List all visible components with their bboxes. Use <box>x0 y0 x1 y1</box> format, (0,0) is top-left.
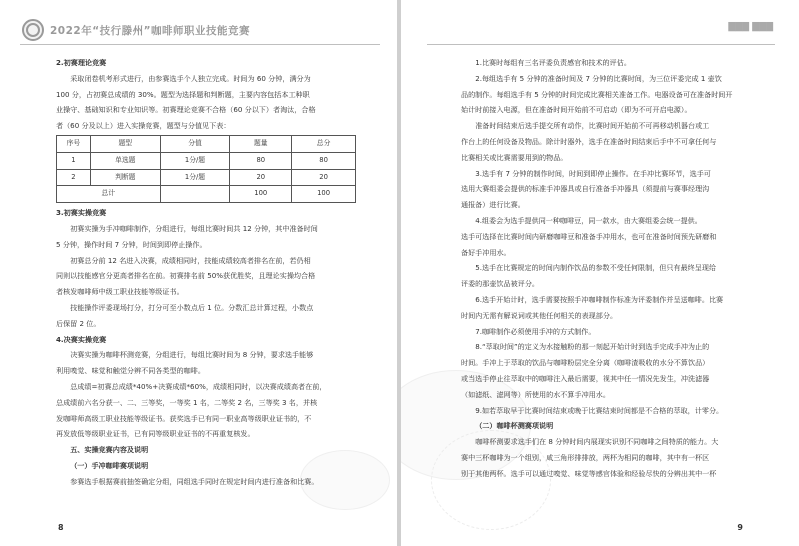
right-body <box>461 55 773 482</box>
table-total-score: 100 <box>292 186 356 203</box>
heading-final: 4.决赛实操竞赛 <box>56 334 107 344</box>
paragraph-line: 参赛选手根据赛前抽签确定分组，同组选手同时在规定时间内进行准备和比赛。 <box>70 476 319 486</box>
subsection-heading: （一）手冲咖啡赛项说明 <box>70 460 149 470</box>
paragraph-line: 5.选手在比赛规定的时间内制作饮品的参数不受任何限制，但只有最终呈现给 <box>475 263 717 273</box>
paragraph-line: 或当选手停止往萃取中的咖啡注入最后需要，视其中任一情况先发生，冲洗滤器 <box>461 373 710 383</box>
paragraph-line: 业操守、基础知识和专业知识等。初赛理论竞赛不合格（60 分以下）者淘汰，合格 <box>56 105 316 115</box>
table-cell: 1分/题 <box>160 169 230 186</box>
paragraph-line: 总成绩前六名分获一、二、三等奖，一等奖 1 名，二等奖 2 名，三等奖 3 名，并核 <box>56 397 318 407</box>
table-row <box>57 152 356 169</box>
paragraph-line: 选手可选择在比赛时间内研磨咖啡豆和准备手冲用水，也可在准备时间预先研磨和 <box>461 231 717 241</box>
paragraph-line: 再发放低等级职业证书，已有同等级职业证书的不再重复核发。 <box>56 429 255 439</box>
score-table <box>56 135 356 203</box>
paragraph-line: 同则以技能感官分更高者排名在前。初赛排名前 50%获优胜奖，且理论实操均合格 <box>56 271 316 281</box>
paragraph-line: 后保留 2 位。 <box>56 318 101 328</box>
header-title: 2022年“技行滕州”咖啡师职业技能竞赛 <box>50 24 251 37</box>
subsection-heading: （二）咖啡杯测赛项说明 <box>475 421 554 431</box>
paragraph-line: 6.选手开始计时，选手需要按照手冲咖啡制作标准为评委制作并呈送咖啡。比赛 <box>475 294 724 304</box>
competition-logo-icon <box>22 19 44 41</box>
paragraph-line: 者核发咖啡师中级工职业技能等级证书。 <box>56 287 184 297</box>
page-number: 8 <box>58 523 64 532</box>
table-cell: 1分/题 <box>160 152 230 169</box>
heading-theory: 2.初赛理论竞赛 <box>56 58 107 67</box>
table-row <box>57 169 356 186</box>
paragraph-line: 3.选手有 7 分钟的制作时间，时间到即停止操作。在手冲比赛环节，选手可 <box>475 168 711 178</box>
table-cell: 判断题 <box>90 169 160 186</box>
table-header-cell: 总分 <box>292 135 356 152</box>
paragraph-line: 别于其他两杯。选手可以通过嗅觉、味觉等感官体验和经验尽快的分辨出其中一杯 <box>461 468 717 478</box>
paragraph-line: 7.咖啡制作必须使用手冲的方式制作。 <box>475 326 596 336</box>
header-rule <box>20 44 380 45</box>
header-mark: ▇▇▇ ▇▇▇ <box>728 22 773 32</box>
paragraph-line: 者（60 分及以上）进入实操竞赛，题型与分值见下表： <box>56 121 231 131</box>
paragraph-line: 赛中三杯咖啡为一个组别，咸三角形排排放，两杯为相同的咖啡，其中有一杯区 <box>461 452 710 462</box>
paragraph-line: 2.每组选手有 5 分钟的准备时间及 7 分钟的比赛时间，为三位评委完成 1 壶饮 <box>475 73 722 83</box>
page-header <box>22 18 382 42</box>
paragraph-line: 通报备）进行比赛。 <box>461 200 525 210</box>
page-number: 9 <box>737 523 743 532</box>
table-cell: 80 <box>292 152 356 169</box>
paragraph-line: 利用嗅觉、味觉和触觉分辨不同各类型的咖啡。 <box>56 366 205 376</box>
table-header-cell: 题型 <box>90 135 160 152</box>
paragraph-line: 评委的那壶饮品被评分。 <box>461 279 540 289</box>
paragraph-line: 采取闭卷机考形式进行，由参赛选手个人独立完成。时间为 60 分钟，满分为 <box>70 73 311 83</box>
right-page <box>401 0 799 546</box>
paragraph-line: 4.组委会为选手提供同一种咖啡豆，同一款水，由大赛组委会统一提供。 <box>475 215 702 225</box>
paragraph-line: 始计时前接入电源，但在准备时间开始前不可启动（即为不可开启电源）。 <box>461 105 692 115</box>
paragraph-line: 1.比赛时每组有三名评委负责感官和技术的评估。 <box>475 58 631 67</box>
paragraph-line: 5 分钟，操作时间 7 分钟，时间到即停止操作。 <box>56 239 207 249</box>
paragraph-line: 选用大赛组委会提供的标准手冲器具或自行准备手冲器具（须提前与赛事经理沟 <box>461 184 710 194</box>
table-cell: 20 <box>230 169 292 186</box>
table-header-row <box>57 135 356 152</box>
table-cell <box>160 186 230 203</box>
paragraph-line: 时间内无需有解说词或其他任何相关的表现部分。 <box>461 310 618 320</box>
table-cell: 单选题 <box>90 152 160 169</box>
table-cell: 1 <box>57 152 91 169</box>
heading-practical: 3.初赛实操竞赛 <box>56 208 107 218</box>
table-header-cell: 序号 <box>57 135 91 152</box>
table-cell: 80 <box>230 152 292 169</box>
paragraph-line: 时间。手冲上于萃取的饮品与咖啡粉层完全分离（咖啡渣吸收的水分不算饮品） <box>461 358 710 368</box>
section-heading: 五、实操竞赛内容及说明 <box>70 445 149 455</box>
table-total-label: 总计 <box>57 186 161 203</box>
paragraph-line: 8.“萃取时间”的定义为水接触粉的那一刻起开始计时到选手完成手冲为止的 <box>475 342 710 352</box>
table-total-row <box>57 186 356 203</box>
paragraph-line: 发咖啡师高级工职业技能等级证书。获奖选手已有同一职业高等级职业证书的，不 <box>56 413 312 423</box>
table-header-cell: 题量 <box>230 135 292 152</box>
paragraph-line: 总成绩=初赛总成绩*40%+决赛成绩*60%，成绩相同时，以决赛成绩高者在前， <box>70 381 327 391</box>
left-page <box>0 0 397 546</box>
paragraph-line: 技能操作评委现场打分，打分可至小数点后 1 位。分数汇总计算过程，小数点 <box>70 302 314 312</box>
paragraph-line: 备好手冲用水。 <box>461 247 511 257</box>
paragraph-line: 品的制作。每组选手有 5 分钟的时间完成比赛相关准备工作。电器设备可在准备时间开 <box>461 89 733 99</box>
paragraph-line: 比赛相关或比赛需要用到的物品。 <box>461 152 568 162</box>
table-header-cell: 分值 <box>160 135 230 152</box>
table-total-count: 100 <box>230 186 292 203</box>
paragraph-line: 100 分，占初赛总成绩的 30%。题型为选择题和判断题，主要内容包括本工种职 <box>56 89 310 99</box>
paragraph-line: 决赛实操为咖啡杯测竞赛，分组进行，每组比赛时间为 8 分钟，要求选手能够 <box>70 350 314 360</box>
table-cell: 2 <box>57 169 91 186</box>
paragraph-line: 初赛总分前 12 名进入决赛，成绩相同时，技能成绩较高者排名在前，若仍相 <box>70 255 311 265</box>
paragraph-line: （如滤纸、滤网等）所使用的水不算手冲用水。 <box>461 389 610 399</box>
left-body <box>56 55 356 490</box>
paragraph-line: 初赛实操为手冲咖啡制作，分组进行，每组比赛时间共 12 分钟，其中准备时间 <box>70 223 318 233</box>
header-rule <box>427 44 775 45</box>
paragraph-line: 作台上的任何设备及物品。除计时器外，选手在准备时间结束后手中不可拿任何与 <box>461 136 717 146</box>
paragraph-line: 9.如若萃取早于比赛时间结束或晚于比赛结束时间都是不合格的萃取，计零分。 <box>475 405 724 415</box>
paragraph-line: 咖啡杯测要求选手们在 8 分钟时间内展现实识别不同咖啡之间特质的能力。大 <box>475 437 719 447</box>
paragraph-line: 准备时间结束后选手提交所有动作，比赛时间开始前不可再移动机器台或工 <box>475 121 710 131</box>
table-cell: 20 <box>292 169 356 186</box>
